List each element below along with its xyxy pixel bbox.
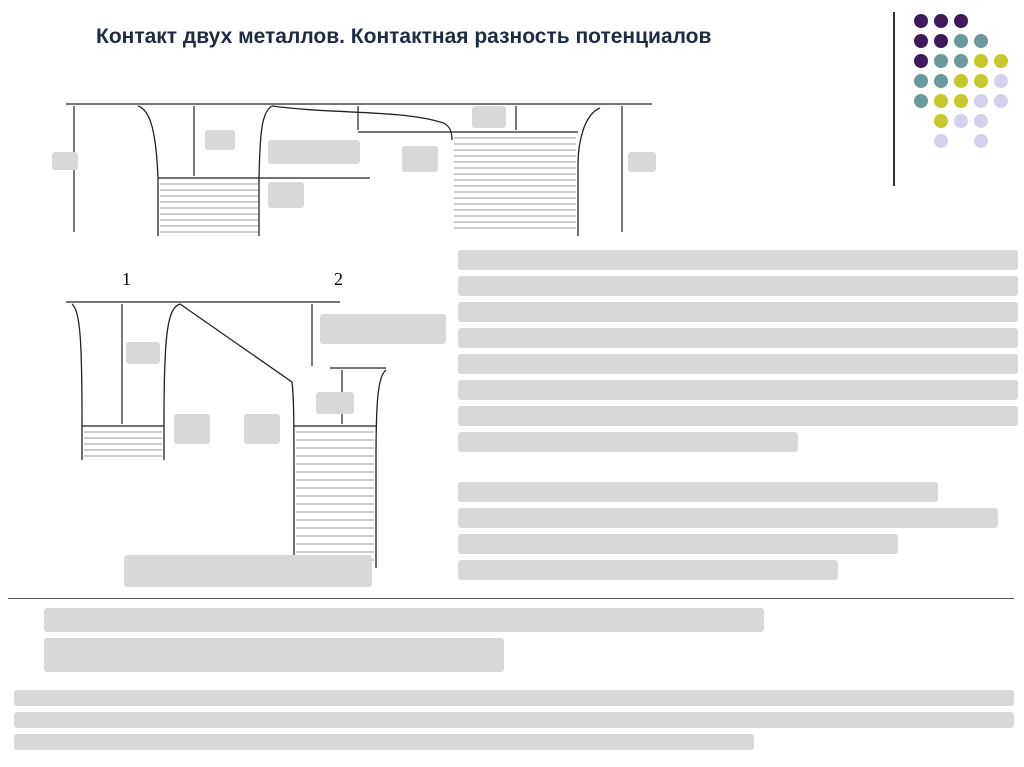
label-placeholder (316, 392, 354, 414)
text-placeholder (458, 354, 1018, 374)
label-placeholder (472, 106, 506, 128)
contact-well-2-left (292, 382, 294, 568)
label-placeholder (126, 342, 160, 364)
label-placeholder (52, 152, 78, 170)
text-placeholder (458, 380, 1018, 400)
filled-states-separated (160, 138, 576, 232)
label-placeholder (320, 314, 446, 344)
formula-placeholder (44, 638, 504, 672)
label-placeholder (174, 414, 210, 444)
label-placeholder (628, 152, 656, 172)
label-placeholder (402, 146, 438, 172)
text-placeholder (14, 712, 1014, 728)
label-placeholder (268, 182, 304, 208)
formula-placeholder (124, 555, 372, 587)
label-placeholder (205, 130, 235, 150)
text-placeholder (458, 432, 798, 452)
well-2-left-edge (272, 106, 452, 140)
slide-title: Контакт двух металлов. Контактная разность потенциалов (96, 25, 712, 48)
text-placeholder (458, 560, 838, 580)
text-placeholder (458, 406, 1018, 426)
separated-arrows (74, 106, 622, 232)
label-placeholder (268, 140, 360, 164)
formula-placeholder (44, 608, 764, 632)
metal-1-label: 1 (122, 269, 131, 289)
label-placeholder (244, 414, 280, 444)
contact-well-1-left (72, 304, 82, 460)
contact-arrows (122, 304, 342, 424)
contact-well-2-right (376, 370, 386, 568)
text-placeholder (14, 734, 754, 750)
section-divider (8, 598, 1014, 599)
text-placeholder (14, 690, 1014, 706)
text-placeholder (458, 328, 1018, 348)
well-1-left-edge (138, 106, 158, 236)
text-placeholder (458, 534, 898, 554)
well-2-right-edge (578, 108, 600, 236)
well-1-right-edge (259, 106, 272, 236)
contact-barrier (180, 304, 292, 382)
text-placeholder (458, 276, 1018, 296)
text-placeholder (458, 508, 998, 528)
text-placeholder (458, 250, 1018, 270)
text-placeholder (458, 482, 938, 502)
text-placeholder (458, 302, 1018, 322)
metal-2-label: 2 (334, 269, 343, 289)
filled-states-contact (84, 432, 374, 560)
